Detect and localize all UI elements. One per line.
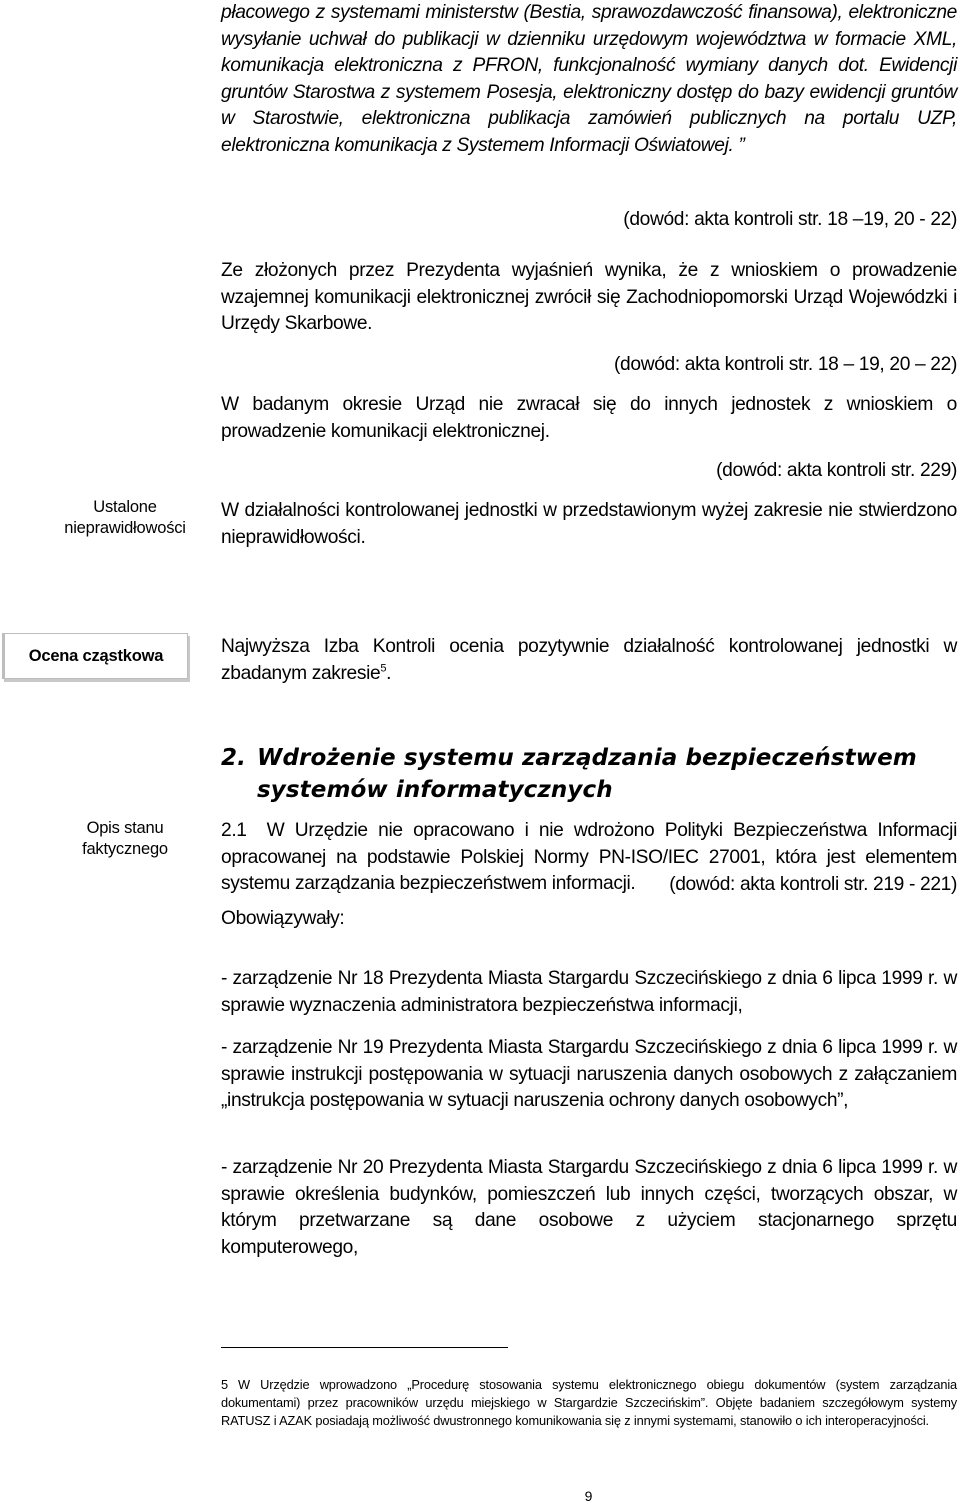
partial-assessment-box: Ocena cząstkowa (2, 633, 188, 679)
list-item: - zarządzenie Nr 19 Prezydenta Miasta Stargardu Szczecińskiego z dnia 6 lipca 1999 r. w sprawie instrukcji postępowania w sytuacji naruszenia danych osobowych z załączaniem „instrukcja postępowania w sytuacji naruszenia ochrony danych osobowych”, (221, 1037, 957, 1111)
side-label-line: faktycznego (82, 840, 168, 858)
list-item: - zarządzenie Nr 20 Prezydenta Miasta Stargardu Szczecińskiego z dnia 6 lipca 1999 r. w sprawie określenia budynków, pomieszczeń lub innych części, tworzących obszar, w którym przetwarzane są dane osobowe z użyciem stacjonarnego sprzętu komputerowego, (221, 1157, 957, 1258)
evidence-reference: (dowód: akta kontroli str. 18 –19, 20 - 22) (623, 209, 957, 230)
paragraph-president-explanations: Ze złożonych przez Prezydenta wyjaśnień wynika, że z wnioskiem o prowadzenie wzajemnej komunikacji elektronicznej zwrócił się Zachodniopomorski Urząd Wojewódzki i Urzędy Skarbowe. (221, 260, 957, 334)
side-label-factual-state (40, 818, 210, 860)
paragraph-no-irregularities: W działalności kontrolowanej jednostki w przedstawionym wyżej zakresie nie stwierdzono nieprawidłowości. (221, 500, 957, 548)
side-label-irregularities (40, 497, 210, 539)
paragraph-no-requests: W badanym okresie Urząd nie zwracał się do innych jednostek z wnioskiem o prowadzenie komunikacji elektronicznej. (221, 394, 957, 442)
obligations-label: Obowiązywały: (221, 908, 345, 929)
footnote-text: W Urzędzie wprowadzono „Procedurę stosowania systemu elektronicznego obiegu dokumentów (system zarządzania dokumentami) przez pracowników urzędu miejskiego w Stargardzie Szczecińskim”. Objęte badaniem szczegółowym systemy RATUSZ i AZAK posiadają możliwość dwustronnego komunikowania się z innymi systemami, stanowiło o ich interoperacyjności. (221, 1377, 957, 1428)
side-label-line: nieprawidłowości (64, 519, 186, 537)
side-label-line: Opis stanu (86, 819, 164, 837)
section-number: 2. (221, 745, 246, 771)
point-text: W Urzędzie nie opracowano i nie wdrożono Polityki Bezpieczeństwa Informacji opracowanej na podstawie Polskiej Normy PN-ISO/IEC 27001, która jest elementem systemu zarządzania bezpieczeństwem informacji. (221, 820, 957, 894)
footnote-number: 5 (221, 1377, 228, 1392)
footnote-separator (221, 1347, 508, 1348)
section-heading (221, 742, 957, 806)
evidence-reference: (dowód: akta kontroli str. 18 – 19, 20 – 22) (614, 354, 957, 375)
evidence-reference: (dowód: akta kontroli str. 219 - 221) (669, 874, 957, 895)
footnote-ref: 5 (380, 662, 387, 675)
footnote (221, 1376, 957, 1430)
assessment-text: Najwyższa Izba Kontroli ocenia pozytywnie działalność kontrolowanej jednostki w zbadanym zakresie (221, 636, 957, 684)
paragraph-e-communication-systems: płacowego z systemami ministerstw (Bestia, sprawozdawczość finansowa), elektroniczne wysyłanie uchwał do publikacji w dzienniku urzędowym województwa w formacie XML, komunikacja elektroniczna z PFRON, funkcjonalność wymiany danych dot. Ewidencji gruntów Starostwa z systemem Posesja, elektroniczny dostęp do bazy ewidencji gruntów w Starostwie, elektroniczna publikacja zamówień publicznych na portalu UZP, elektroniczna komunikacja z Systemem Informacji Oświatowej. ” (221, 2, 957, 156)
section-title-line1: Wdrożenie systemu zarządzania bezpieczeństwem (257, 745, 917, 771)
point-number: 2.1 (221, 820, 247, 841)
list-item: - zarządzenie Nr 18 Prezydenta Miasta Stargardu Szczecińskiego z dnia 6 lipca 1999 r. w sprawie wyznaczenia administratora bezpieczeństwa informacji, (221, 968, 957, 1016)
evidence-reference: (dowód: akta kontroli str. 229) (716, 460, 957, 481)
paragraph-partial-assessment (221, 634, 957, 687)
side-label-line: Ustalone (93, 498, 157, 516)
section-title-line2: systemów informatycznych (257, 777, 613, 803)
page-number: 9 (584, 1488, 593, 1504)
assessment-text-end: . (386, 662, 392, 684)
